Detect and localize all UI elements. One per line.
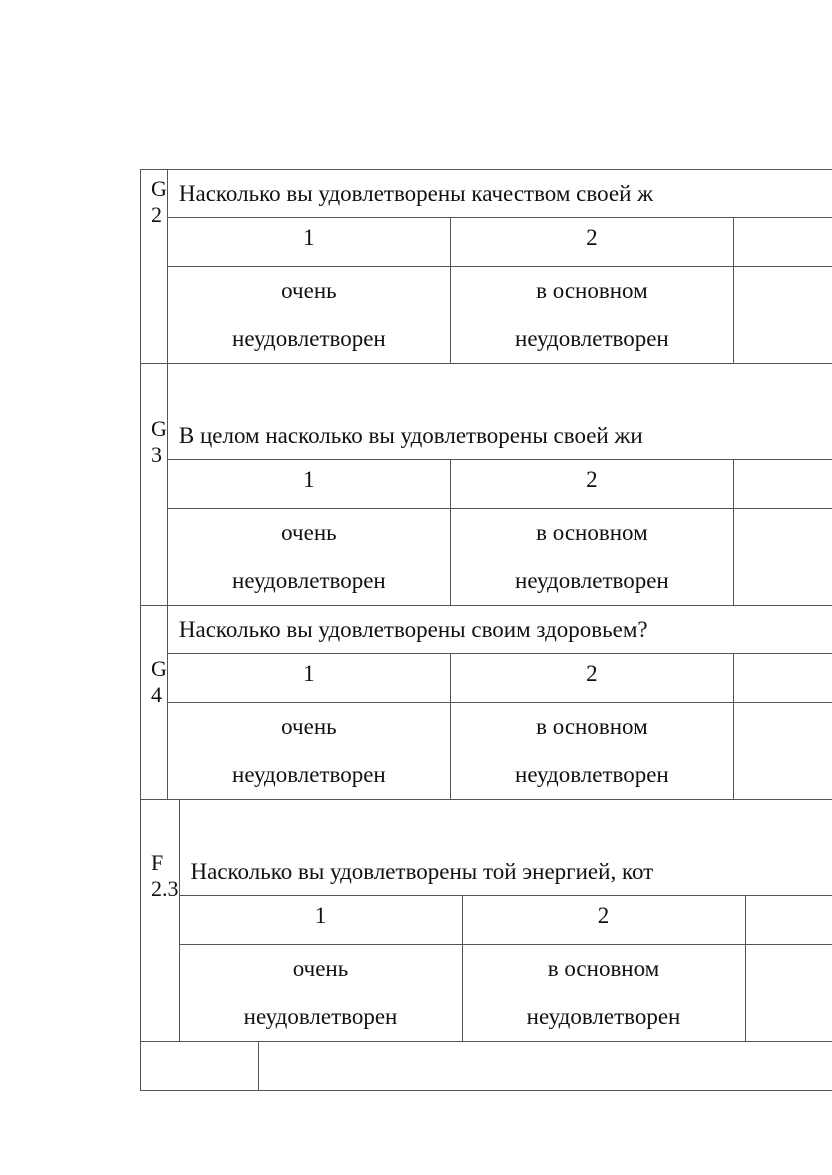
scale-label-2 bbox=[451, 703, 734, 799]
empty-content-cell bbox=[259, 1042, 832, 1090]
label-line: неудовлетворен bbox=[515, 326, 669, 351]
scale-row bbox=[180, 896, 832, 945]
scale-value-2: 2 bbox=[451, 218, 734, 266]
label-line: неудовлетворен bbox=[526, 1004, 681, 1029]
scale-value-rest bbox=[734, 218, 832, 266]
empty-row bbox=[140, 1041, 832, 1091]
scale-row bbox=[168, 218, 832, 267]
question-text: Насколько вы удовлетворены качеством своей ж bbox=[168, 170, 832, 218]
question-text: Насколько вы удовлетворены той энергией, кот bbox=[180, 800, 832, 896]
question-code: G 2 bbox=[141, 170, 168, 363]
label-line: неудовлетворен bbox=[243, 1004, 398, 1029]
scale-value-1: 1 bbox=[168, 654, 451, 702]
label-line: в основном bbox=[536, 520, 648, 545]
scale-label-1 bbox=[168, 509, 451, 605]
label-row bbox=[168, 509, 832, 605]
label-line: неудовлетворен bbox=[232, 326, 386, 351]
scale-label-1 bbox=[168, 267, 451, 363]
scale-label-2 bbox=[451, 509, 734, 605]
empty-code-cell bbox=[141, 1042, 259, 1090]
scale-value-2: 2 bbox=[463, 896, 746, 944]
scale-label-rest bbox=[746, 945, 832, 1041]
scale-value-rest bbox=[734, 654, 832, 702]
question-code: G 3 bbox=[141, 364, 168, 605]
scale-label-rest bbox=[734, 703, 832, 799]
label-line: очень bbox=[281, 714, 337, 739]
label-row bbox=[180, 945, 832, 1041]
label-line: неудовлетворен bbox=[232, 762, 386, 787]
label-row bbox=[168, 703, 832, 799]
label-row bbox=[168, 267, 832, 363]
question-block-f2-3 bbox=[140, 799, 832, 1041]
scale-value-1: 1 bbox=[180, 896, 463, 944]
scale-row bbox=[168, 654, 832, 703]
scale-row bbox=[168, 460, 832, 509]
question-text: В целом насколько вы удовлетворены своей жи bbox=[168, 364, 832, 460]
question-block-g2 bbox=[140, 169, 832, 363]
question-code: F 2.3 bbox=[141, 800, 180, 1041]
scale-value-rest bbox=[746, 896, 832, 944]
scale-label-1 bbox=[168, 703, 451, 799]
scale-label-2 bbox=[463, 945, 746, 1041]
label-line: неудовлетворен bbox=[515, 568, 669, 593]
question-block-g3 bbox=[140, 363, 832, 605]
scale-label-rest bbox=[734, 267, 832, 363]
scale-value-1: 1 bbox=[168, 218, 451, 266]
scale-value-2: 2 bbox=[451, 654, 734, 702]
label-line: очень bbox=[292, 956, 349, 981]
label-line: очень bbox=[281, 520, 337, 545]
questionnaire-table bbox=[140, 169, 832, 1091]
label-line: в основном bbox=[536, 714, 648, 739]
scale-label-1 bbox=[180, 945, 463, 1041]
label-line: неудовлетворен bbox=[232, 568, 386, 593]
scale-value-2: 2 bbox=[451, 460, 734, 508]
question-code: G 4 bbox=[141, 606, 168, 799]
scale-label-2 bbox=[451, 267, 734, 363]
scale-label-rest bbox=[734, 509, 832, 605]
scale-value-1: 1 bbox=[168, 460, 451, 508]
label-line: в основном bbox=[536, 278, 648, 303]
label-line: очень bbox=[281, 278, 337, 303]
label-line: неудовлетворен bbox=[515, 762, 669, 787]
question-block-g4 bbox=[140, 605, 832, 799]
scale-value-rest bbox=[734, 460, 832, 508]
label-line: в основном bbox=[547, 956, 660, 981]
question-text: Насколько вы удовлетворены своим здоровьем? bbox=[168, 606, 832, 654]
